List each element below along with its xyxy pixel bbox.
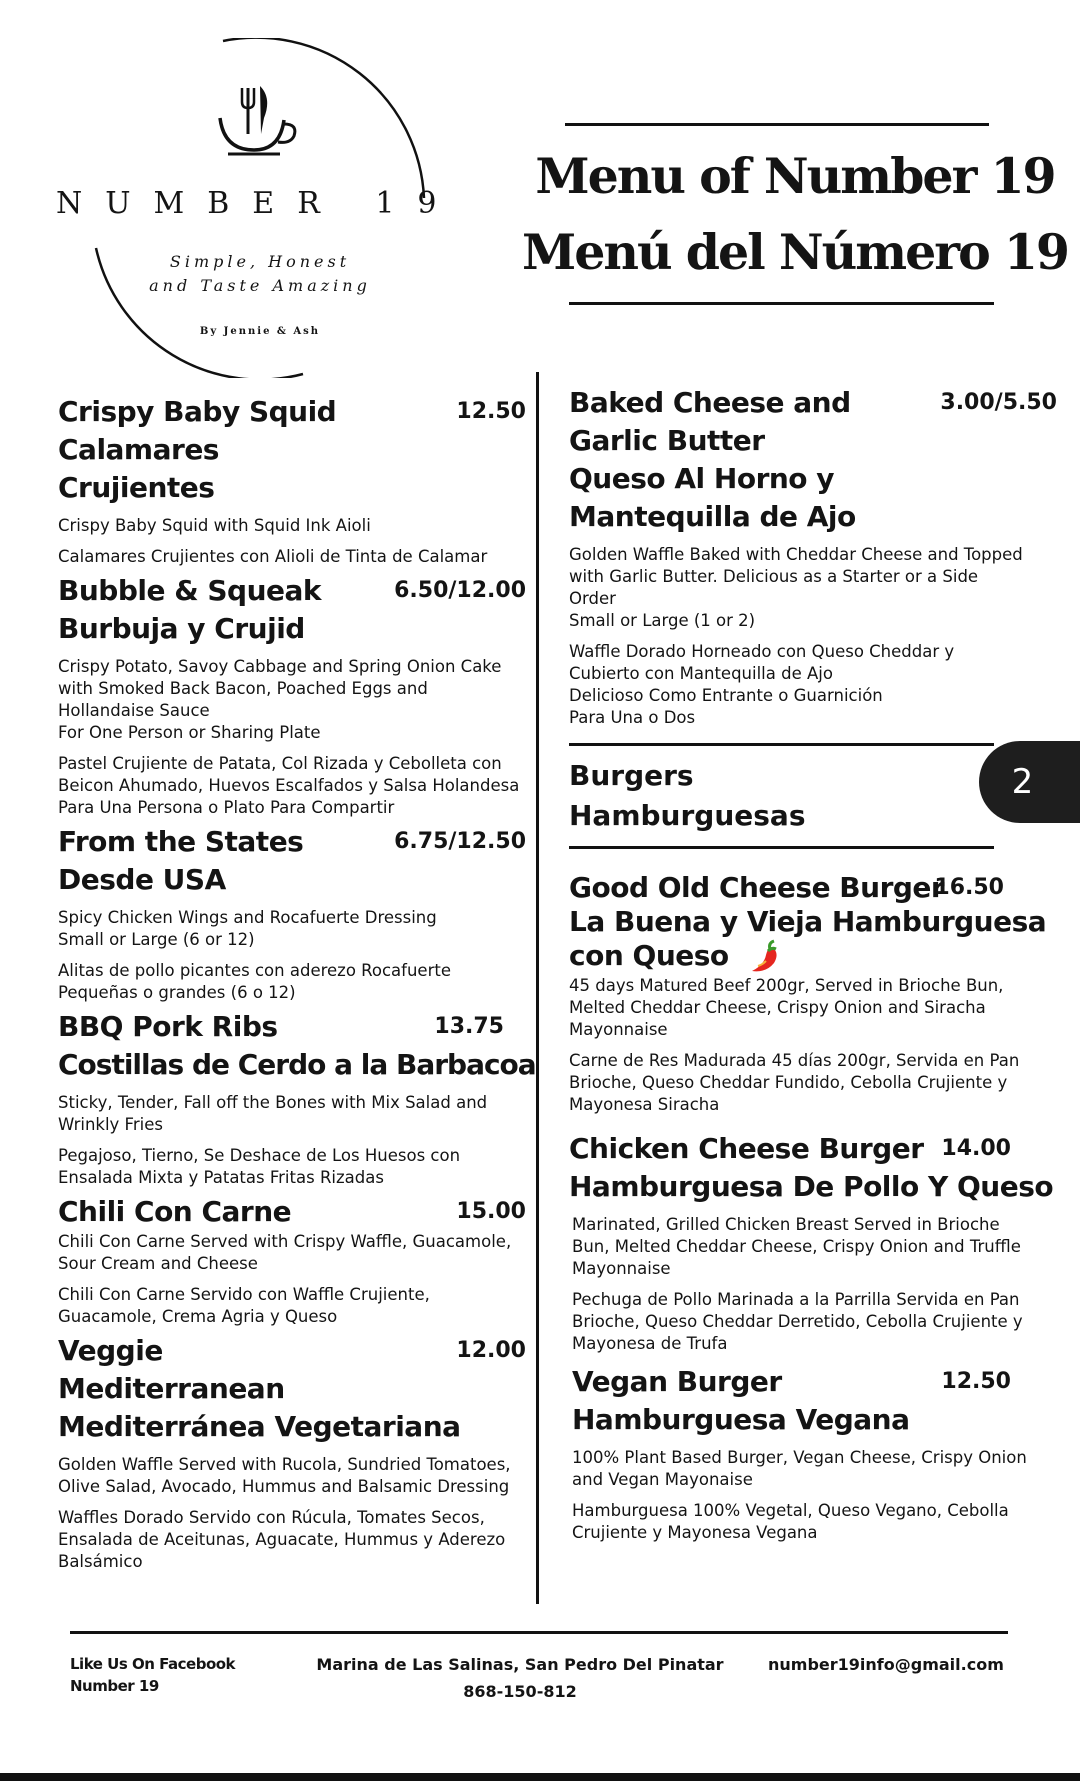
item-price: 12.50 [456, 399, 526, 424]
item-name-es-2 [569, 939, 1029, 975]
menu-item-bbq-pork-ribs [58, 1008, 536, 1189]
item-name-es: Desde USA [58, 863, 226, 896]
item-name-es: Queso Al Horno y Mantequilla de Ajo [569, 462, 856, 533]
right-column [569, 384, 1057, 1548]
item-price: 13.75 [434, 1014, 504, 1039]
item-price: 16.50 [934, 875, 1004, 900]
menu-item-crispy-baby-squid [58, 393, 526, 568]
item-name-es: Burbuja y Crujid [58, 612, 305, 645]
item-name: Good Old Cheese Burger [569, 871, 945, 904]
item-description: Golden Waffle Baked with Cheddar Cheese and Topped with Garlic Butter. Delicious as a Starter or a Side Order Small or Large (1 or 2) [569, 545, 1023, 630]
item-price: 6.75/12.50 [394, 829, 526, 854]
byline: By Jennie & Ash [199, 326, 321, 337]
item-description-es: Chili Con Carne Servido con Waffle Crujiente, Guacamole, Crema Agria y Queso [58, 1285, 430, 1326]
section-rule-bottom [569, 846, 994, 849]
menu-item-vegan-burger [569, 1363, 1029, 1544]
item-price: 12.00 [456, 1338, 526, 1363]
item-description: Marinated, Grilled Chicken Breast Served in Brioche Bun, Melted Cheddar Cheese, Crispy Onion and Truffle Mayonnaise [572, 1215, 1021, 1278]
section-title-es: Hamburguesas [569, 799, 806, 832]
item-name-es: Hamburguesa Vegana [572, 1403, 910, 1436]
item-price: 6.50/12.00 [394, 578, 526, 603]
menu-item-bubble-squeak [58, 572, 526, 819]
facebook-line-1: Like Us On Facebook [70, 1655, 236, 1673]
item-name: Chicken Cheese Burger [569, 1132, 924, 1165]
footer-address-block [300, 1654, 740, 1703]
footer-rule [70, 1631, 1008, 1634]
page-title-line-2: Menú del Número 19 [521, 223, 1069, 281]
item-name: Crispy Baby Squid [58, 395, 337, 428]
menu-item-chicken-cheese-burger [569, 1130, 1054, 1355]
item-name: Chili Con Carne [58, 1195, 292, 1228]
title-rule-bottom [569, 302, 994, 305]
item-name: Veggie Mediterranean [58, 1334, 285, 1405]
facebook-line-2: Number 19 [70, 1677, 159, 1695]
footer-phone: 868-150-812 [463, 1682, 577, 1701]
item-name: BBQ Pork Ribs [58, 1010, 278, 1043]
left-column [58, 393, 536, 1577]
page-title-line-1: Menu of Number 19 [535, 147, 1055, 205]
item-price: 12.50 [941, 1369, 1011, 1394]
tagline-line-1: Simple, Honest [169, 252, 351, 271]
item-price: 14.00 [941, 1136, 1011, 1161]
item-name-es: Calamares Crujientes [58, 433, 219, 504]
menu-item-good-old-cheese-burger [569, 871, 1047, 1116]
menu-item-from-the-states [58, 823, 526, 1004]
menu-item-veggie-mediterranean [58, 1332, 526, 1573]
item-description-es: Waffle Dorado Horneado con Queso Cheddar y Cubierto con Mantequilla de Ajo Delicioso Como Entrante o Guarnición Para Una o Dos [569, 642, 955, 727]
item-name-es-continued: con Queso [569, 939, 729, 972]
item-name-es: Mediterránea Vegetariana [58, 1410, 461, 1443]
title-rule-top [565, 123, 989, 126]
page-title [515, 138, 1075, 290]
item-description-es: Carne de Res Madurada 45 días 200gr, Servida en Pan Brioche, Queso Cheddar Fundido, Cebolla Crujiente y Mayonesa Siracha [569, 1051, 1020, 1114]
item-description-es: Waffles Dorado Servido con Rúcula, Tomates Secos, Ensalada de Aceitunas, Aguacate, Hummus y Aderezo Balsámico [58, 1508, 506, 1571]
page-number-badge: 2 [979, 741, 1080, 823]
item-description: Crispy Baby Squid with Squid Ink Aioli [58, 516, 371, 535]
column-divider [536, 372, 539, 1604]
menu-item-chili-con-carne [58, 1193, 526, 1328]
section-title: Burgers [569, 759, 694, 792]
item-description-es: Alitas de pollo picantes con aderezo Rocafuerte Pequeñas o grandes (6 o 12) [58, 961, 451, 1002]
item-description-es: Pastel Crujiente de Patata, Col Rizada y Cebolleta con Beicon Ahumado, Huevos Escalfados y Salsa Holandesa Para Una Persona o Plato Para Compartir [58, 754, 520, 817]
item-description-es: Pegajoso, Tierno, Se Deshace de Los Huesos con Ensalada Mixta y Patatas Fritas Rizadas [58, 1146, 461, 1187]
item-description-es: Pechuga de Pollo Marinada a la Parrilla Servida en Pan Brioche, Queso Cheddar Derretido, Cebolla Crujiente y Mayonesa de Trufa [572, 1290, 1023, 1353]
item-description: Golden Waffle Served with Rucola, Sundried Tomatoes, Olive Salad, Avocado, Hummus and Balsamic Dressing [58, 1455, 511, 1496]
item-name: From the States [58, 825, 304, 858]
item-name-es: Hamburguesa De Pollo Y Queso [569, 1170, 1054, 1203]
item-price: 3.00/5.50 [940, 390, 1057, 415]
item-description: 45 days Matured Beef 200gr, Served in Brioche Bun, Melted Cheddar Cheese, Crispy Onion and Siracha Mayonnaise [569, 976, 1004, 1039]
footer-address: Marina de Las Salinas, San Pedro Del Pinatar [316, 1655, 724, 1674]
tagline-line-2: and Taste Amazing [149, 276, 371, 295]
item-description-es: Hamburguesa 100% Vegetal, Queso Vegano, Cebolla Crujiente y Mayonesa Vegana [572, 1501, 1009, 1542]
item-price: 15.00 [456, 1199, 526, 1224]
item-description: Crispy Potato, Savoy Cabbage and Spring Onion Cake with Smoked Back Bacon, Poached Eggs and Hollandaise Sauce For One Person or Sharing Plate [58, 657, 502, 742]
item-name-es: Costillas de Cerdo a la Barbacoa [58, 1048, 536, 1081]
section-heading-burgers [569, 756, 1029, 836]
footer-facebook [70, 1653, 235, 1697]
item-description: Spicy Chicken Wings and Rocafuerte Dressing Small or Large (6 or 12) [58, 908, 437, 949]
item-description: Sticky, Tender, Fall off the Bones with Mix Salad and Wrinkly Fries [58, 1093, 488, 1134]
item-name-es: La Buena y Vieja Hamburguesa [569, 905, 1047, 938]
item-name: Baked Cheese and Garlic Butter [569, 386, 851, 457]
cup-fork-knife-icon [214, 84, 298, 158]
brand-name: NUMBER 19 [56, 186, 460, 221]
section-rule-top [569, 743, 994, 746]
chili-pepper-icon [746, 939, 782, 975]
item-description: Chili Con Carne Served with Crispy Waffle, Guacamole, Sour Cream and Cheese [58, 1232, 512, 1273]
bottom-bar [0, 1773, 1080, 1781]
menu-item-baked-cheese-garlic [569, 384, 1057, 729]
item-name: Vegan Burger [572, 1365, 782, 1398]
item-description: 100% Plant Based Burger, Vegan Cheese, Crispy Onion and Vegan Mayonaise [572, 1448, 1027, 1489]
item-description-es: Calamares Crujientes con Alioli de Tinta de Calamar [58, 547, 488, 566]
footer-email: number19info@gmail.com [768, 1655, 1004, 1674]
item-name: Bubble & Squeak [58, 574, 322, 607]
tagline [120, 250, 400, 298]
